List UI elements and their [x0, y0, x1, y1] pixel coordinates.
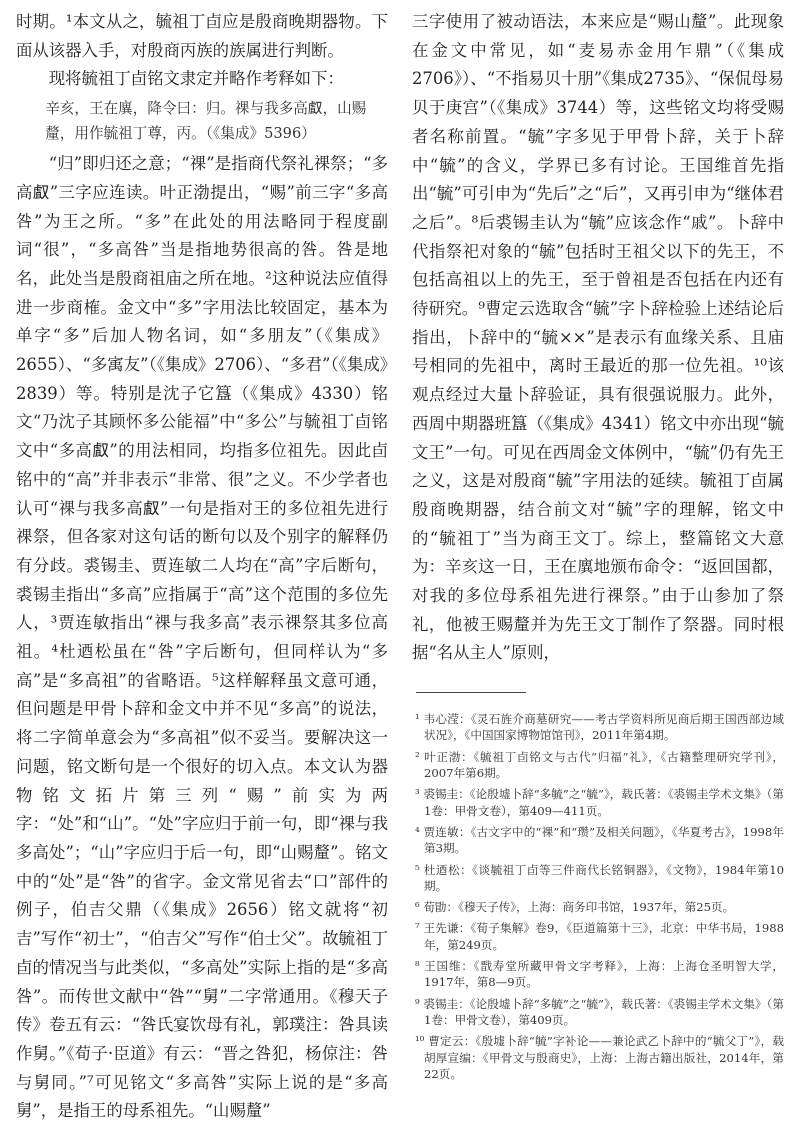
body-paragraph: “归”即归还之意；“祼”是指商代祭礼祼祭；“多高𠭯”三字应连读。叶正渤提出，“赐”前三字“多高咎”为王之所。“多”在此处的用法略同于程度副词“很”，“多高咎”当是指地势很高的咎。咎是地名，此处当是殷商祖庙之所在地。²这种说法应值得进一步商榷。金文中“多”字用法比较固定，基本为单字“多”后加人物名词，如“多朋友”（《集成》2655）、“多㝢友”（《集成》2706）、“多君”（《集成》2839）等。特别是沈子它簋（《集成》4330）铭文“乃沈子其顾怀多公能福”中“多公”与毓祖丁卣铭文中“多高𠭯”的用法相同，均指多位祖先。因此卣铭中的“高”并非表示“非常、很”之义。不少学者也认可“祼与我多高𠭯”一句是指对王的多位祖先进行祼祭，但各家对这句话的断句以及个别字的解释仍有分歧。裘锡圭、贾连敏二人均在“高”字后断句，裘锡圭指出“多高”应指属于“高”这个范围的多位先人，³贾连敏指出“祼与我多高”表示祼祭其多位高祖。⁴杜迺松虽在“咎”字后断句，但同样认为“多高”是“多高祖”的省略语。⁵这样解释虽文意可通，但问题是甲骨卜辞和金文中并不见“多高”的说法，将二字简单意会为“多高祖”似不妥当。要解决这一问题，铭文断句是一个很好的切入点。本文认为器物铭文拓片第三列“赐”前实为两字：“处”和“山”。“处”字应归于前一句，即“祼与我多高处”；“山”字应归于后一句，即“山赐釐”。铭文中的“处”是“咎”的省字。金文常见省去“口”部件的例子，伯吉父鼎（《集成》2656）铭文就将“初吉”写作“初士”，“伯吉父”写作“伯士父”。故毓祖丁卣的情况当与此类似，“多高处”实际上指的是“多高咎”。而传世文献中“咎”“舅”二字常通用。《穆天子传》卷五有云：“咎氏宴饮母有礼，郭璞注：咎具读作舅。”《荀子·臣道》有云：“晋之咎犯，杨倞注：咎与舅同。”⁷可见铭文“多高咎”实际上说的是“多高舅”，是指王的母系祖先。“山赐釐”: [16, 154, 388, 1121]
left-column: [16, 8, 388, 1126]
footnote: ⁶ 荀勖：《穆天子传》，上海：商务印书馆，1937年，第25页。: [415, 900, 735, 915]
body-paragraph: 三字使用了被动语法，本来应是“赐山釐”。此现象在金文中常见，如“麦易赤金用乍鼎”（《集成2706》）、“不指易贝十朋”《集成2735》、“保侃母易贝于庚宫”（《集成》3744）等，这些铭文均将受赐者名称前置。“毓”字多见于甲骨卜辞，关于卜辞中“毓”的含义，学界已多有讨论。王国维首先指出“毓”可引申为“先后”之“后”，又再引申为“继体君之后”。⁸后裘锡圭认为“毓”应该念作“戚”。卜辞中代指祭祀对象的“毓”包括时王祖父以下的先王，不包括高祖以上的先王，至于曾祖是否包括在内还有待研究。⁹曹定云选取含“毓”字卜辞检验上述结论后指出，卜辞中的“毓××”是表示有血缘关系、且庙号相同的先祖中，离时王最近的那一位先祖。¹⁰该观点经过大量卜辞验证，具有很强说服力。此外，西周中期器班簋（《集成》4341）铭文中亦出现“毓文王”一句。可见在西周金文体例中，“毓”仍有先王之义，这是对殷商“毓”字用法的延续。毓祖丁卣属殷商晚期器，结合前文对“毓”字的理解，铭文中的“毓祖丁”当为商王文丁。综上，整篇铭文大意为：辛亥这一日，王在廙地颁布命令：“返回国都，对我的多位母系祖先进行祼祭。”由于山参加了祭礼，他被王赐釐并为先王文丁制作了祭器。同时根据“名从主人”原则，: [412, 12, 784, 663]
footnote: ⁵ 杜迺松：《谈毓祖丁卣等三件商代长铭铜器》，《文物》，1984年第10期。: [415, 862, 784, 893]
right-column: [412, 8, 784, 1087]
inscription-transcription: 辛亥，王在廙，降令曰：归。祼与我多高𠭯，山赐釐，用作毓祖丁尊，丙。（《集成》5396）: [45, 100, 367, 143]
footnotes: [412, 711, 784, 1082]
footnote: ⁸ 王国维：《戬寿堂所藏甲骨文字考释》，上海：上海仓圣明智大学，1917年，第8—9页。: [415, 959, 784, 990]
footnote: ⁴ 贾连敏：《古文字中的“祼”和“瓒”及相关问题》，《华夏考古》，1998年第3期。: [415, 824, 784, 856]
footnote: ³ 裘锡圭：《论殷墟卜辞“多毓”之“毓”》，载氏著：《裘锡圭学术文集》（第1卷：甲骨文卷），第409—411页。: [415, 787, 784, 818]
footnote-divider: [416, 692, 526, 693]
footnote: ¹ 韦心滢：《灵石旌介商墓研究——考古学资料所见商后期王国西部边域状况》，《中国国家博物馆馆刊》，2011年第4期。: [415, 712, 784, 743]
footnote: ⁷ 王先谦：《荀子集解》卷9，《臣道篇第十三》，北京：中华书局，1988年，第249页。: [415, 921, 784, 952]
body-paragraph: 时期。¹本文从之，毓祖丁卣应是殷商晚期器物。下面从该器入手，对殷商丙族的族属进行判断。: [16, 12, 388, 60]
body-paragraph: 现将毓祖丁卣铭文隶定并略作考释如下：: [48, 69, 344, 89]
footnote: ² 叶正渤：《毓祖丁卣铭文与古代“归福”礼》，《古籍整理研究学刊》，2007年第6期。: [415, 749, 784, 781]
footnote: ⁹ 裘锡圭：《论殷墟卜辞“多毓”之“毓”》，载氏著：《裘锡圭学术文集》（第1卷：甲骨文卷），第409页。: [415, 996, 784, 1027]
footnote: ¹⁰ 曹定云：《殷墟卜辞“毓”字补论——兼论武乙卜辞中的“毓父丁”》，载胡厚宣编：《甲骨文与殷商史》，上海：上海古籍出版社，2014年，第22页。: [415, 1034, 784, 1081]
